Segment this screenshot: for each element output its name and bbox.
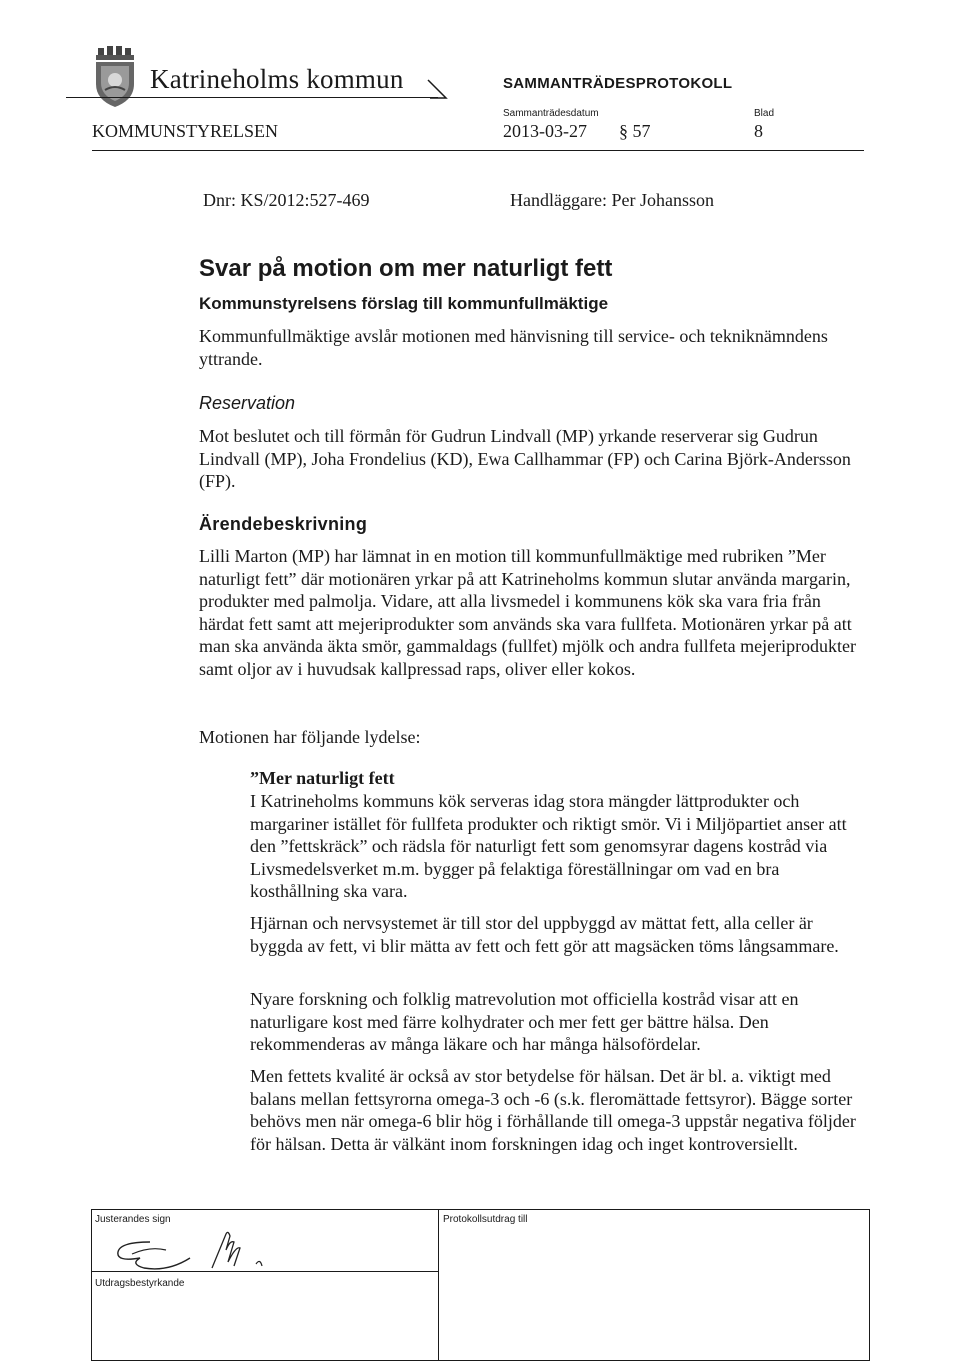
reservation-text: Mot beslutet och till förmån för Gudrun Lindvall (MP) yrkande reserverar sig Gudrun Lindvall (MP), Joha Frondelius (KD), Ewa Callhammar (FP) och Carina Björk-Andersson (FP).	[199, 426, 851, 491]
decision-text: Kommunfullmäktige avslår motionen med hänvisning till service- och tekniknämndens yttrande.	[199, 326, 828, 369]
case-number: Dnr: KS/2012:527-469	[203, 190, 370, 210]
handwritten-signature-icon	[110, 1228, 280, 1274]
date-label: Sammanträdesdatum	[503, 108, 599, 119]
protocol-extract-label: Protokollsutdrag till	[443, 1214, 528, 1225]
motion-quote-title: ”Mer naturligt fett	[250, 768, 395, 788]
signature-label: Justerandes sign	[95, 1214, 171, 1225]
motion-quote-paragraph: Hjärnan och nervsystemet är till stor del uppbyggd av mättat fett, alla celler är byggda av fett, vi blir mätta av fett och fett gör att magsäcken töms långsammare.	[250, 913, 839, 956]
board-name: KOMMUNSTYRELSEN	[92, 121, 279, 141]
protocol-extract-box	[438, 1209, 870, 1361]
motion-intro: Motionen har följande lydelse:	[199, 727, 421, 747]
page-label: Blad	[754, 108, 775, 119]
org-name: Katrineholms kommun	[150, 64, 404, 94]
case-description-heading: Ärendebeskrivning	[199, 514, 368, 534]
proposal-heading: Kommunstyrelsens förslag till kommunfullmäktige	[199, 294, 609, 313]
case-handler: Handläggare: Per Johansson	[510, 190, 714, 210]
coat-of-arms-icon	[92, 46, 140, 108]
underline-tick-icon	[426, 78, 450, 100]
page-number: 8	[754, 121, 763, 141]
motion-quote-paragraph: Men fettets kvalité är också av stor betydelse för hälsan. Det är bl. a. viktigt med balans mellan fettsyrorna omega-3 och -6 (s.k. fleromättade fettsyror). Bägge sorter behövs men när omega-6 blir hög i förhållande till omega-3 uppstår negativa följder för hälsan. Detta är välkänt inom forskningen idag och inget kontroversiellt.	[250, 1066, 856, 1154]
org-underline	[66, 97, 438, 98]
paragraph-number: § 57	[619, 121, 651, 141]
meeting-date: 2013-03-27	[503, 121, 587, 141]
extract-certification-label: Utdragsbestyrkande	[95, 1278, 185, 1289]
motion-quote-paragraph: Nyare forskning och folklig matrevolution mot officiella kostråd visar att en naturligare kost med färre kolhydrater och mer fett ger bättre hälsa. Den rekommenderas av många läkare och har många hälsofördelar.	[250, 989, 799, 1054]
document-title: Svar på motion om mer naturligt fett	[199, 255, 613, 282]
protocol-title: SAMMANTRÄDESPROTOKOLL	[503, 75, 733, 92]
motion-quote-paragraph: I Katrineholms kommuns kök serveras idag stora mängder lättprodukter och margariner istället för fullfeta produkter och riktigt smör. Vi i Miljöpartiet anser att den ”fettskräck” och rädsla för naturligt fett som genomsyrar dagens kostråd via Livsmedelsverket m.m. bygger på felaktiga föreställningar om vad en bra kosthållning ska vara.	[250, 791, 847, 901]
reservation-heading: Reservation	[199, 393, 296, 413]
header-rule	[92, 150, 864, 151]
case-description-text: Lilli Marton (MP) har lämnat in en motion till kommunfullmäktige med rubriken ”Mer naturligt fett” där motionären yrkar på att Katrineholms kommun slutar använda margarin, produkter med palmolja. Vidare, att alla livsmedel i kommunens kök ska vara fria från härdat fett samt att mejeriprodukter som används ska vara fullfeta. Motionären yrkar på att man ska använda äkta smör, gammaldags (fullfet) mjölk och andra fullfeta mejeriprodukter samt oljor av i huvudsak kallpressad raps, oliver eller kokos.	[199, 546, 857, 679]
